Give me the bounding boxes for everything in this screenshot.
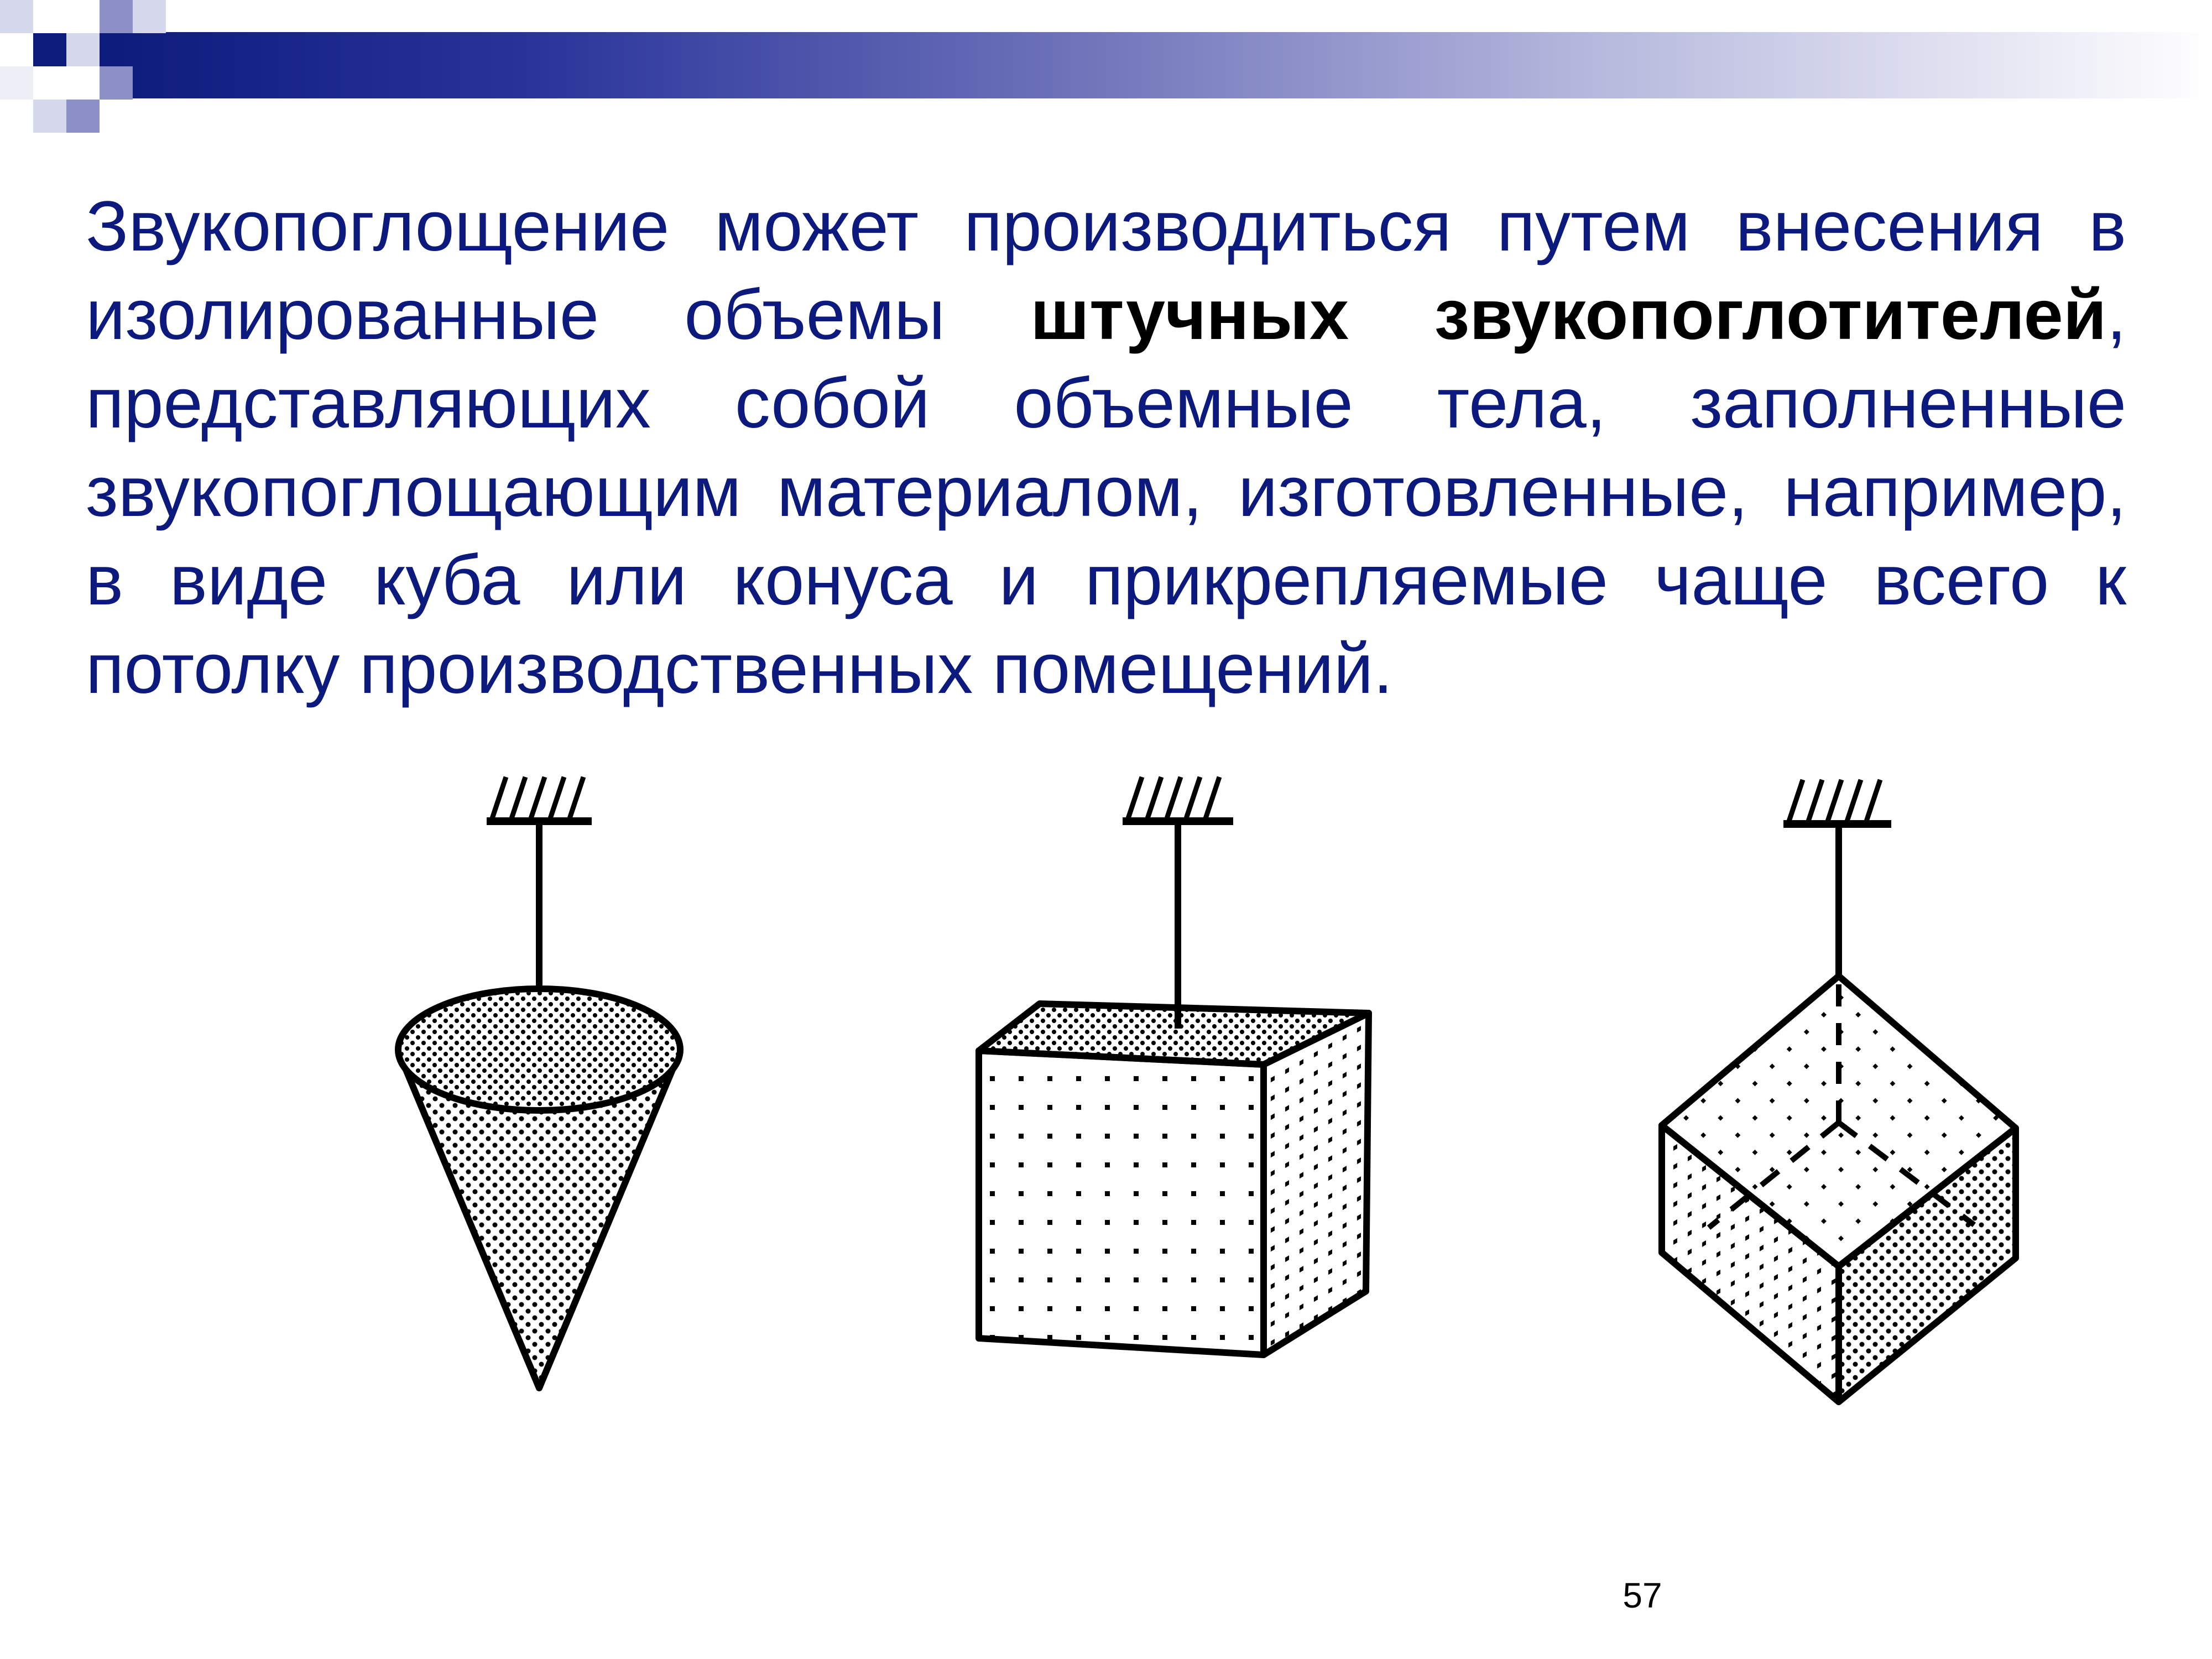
header-square bbox=[66, 100, 100, 133]
header-square bbox=[100, 66, 133, 100]
ceiling-mount-hatch bbox=[1783, 780, 1891, 824]
header-square bbox=[66, 33, 100, 66]
header-square bbox=[133, 0, 166, 33]
header-decoration bbox=[0, 0, 2212, 144]
absorbers-figure bbox=[0, 747, 2212, 1465]
header-square bbox=[0, 66, 33, 100]
ceiling-mount-hatch bbox=[487, 777, 592, 821]
body-text-bold: штучных звукопоглотителей bbox=[1030, 275, 2107, 354]
ceiling-mount-hatch bbox=[1123, 777, 1233, 821]
header-gradient-bar bbox=[100, 32, 2212, 98]
header-square bbox=[33, 33, 66, 66]
header-square bbox=[33, 100, 66, 133]
cube-side-face bbox=[1264, 1013, 1369, 1355]
cone-absorber bbox=[398, 777, 680, 1388]
page-number: 57 bbox=[1623, 1575, 1662, 1615]
body-text-part2: , представляющих собой объемные тела, заполненные звукопоглощающим материалом, изготовленные, например, в виде куба или конуса и прикрепляемые чаще всего к потолку производственных помещений. bbox=[86, 275, 2127, 708]
tilted-cube-absorber bbox=[1662, 780, 2016, 1402]
header-square bbox=[100, 0, 133, 33]
body-text-part1: Звукопоглощение может производиться путем внесения в изолированные объемы bbox=[86, 187, 2126, 354]
cube-absorber bbox=[979, 777, 1369, 1355]
header-square bbox=[0, 0, 33, 33]
cube-front-face bbox=[979, 1051, 1264, 1355]
slide-body-text bbox=[86, 182, 2126, 713]
